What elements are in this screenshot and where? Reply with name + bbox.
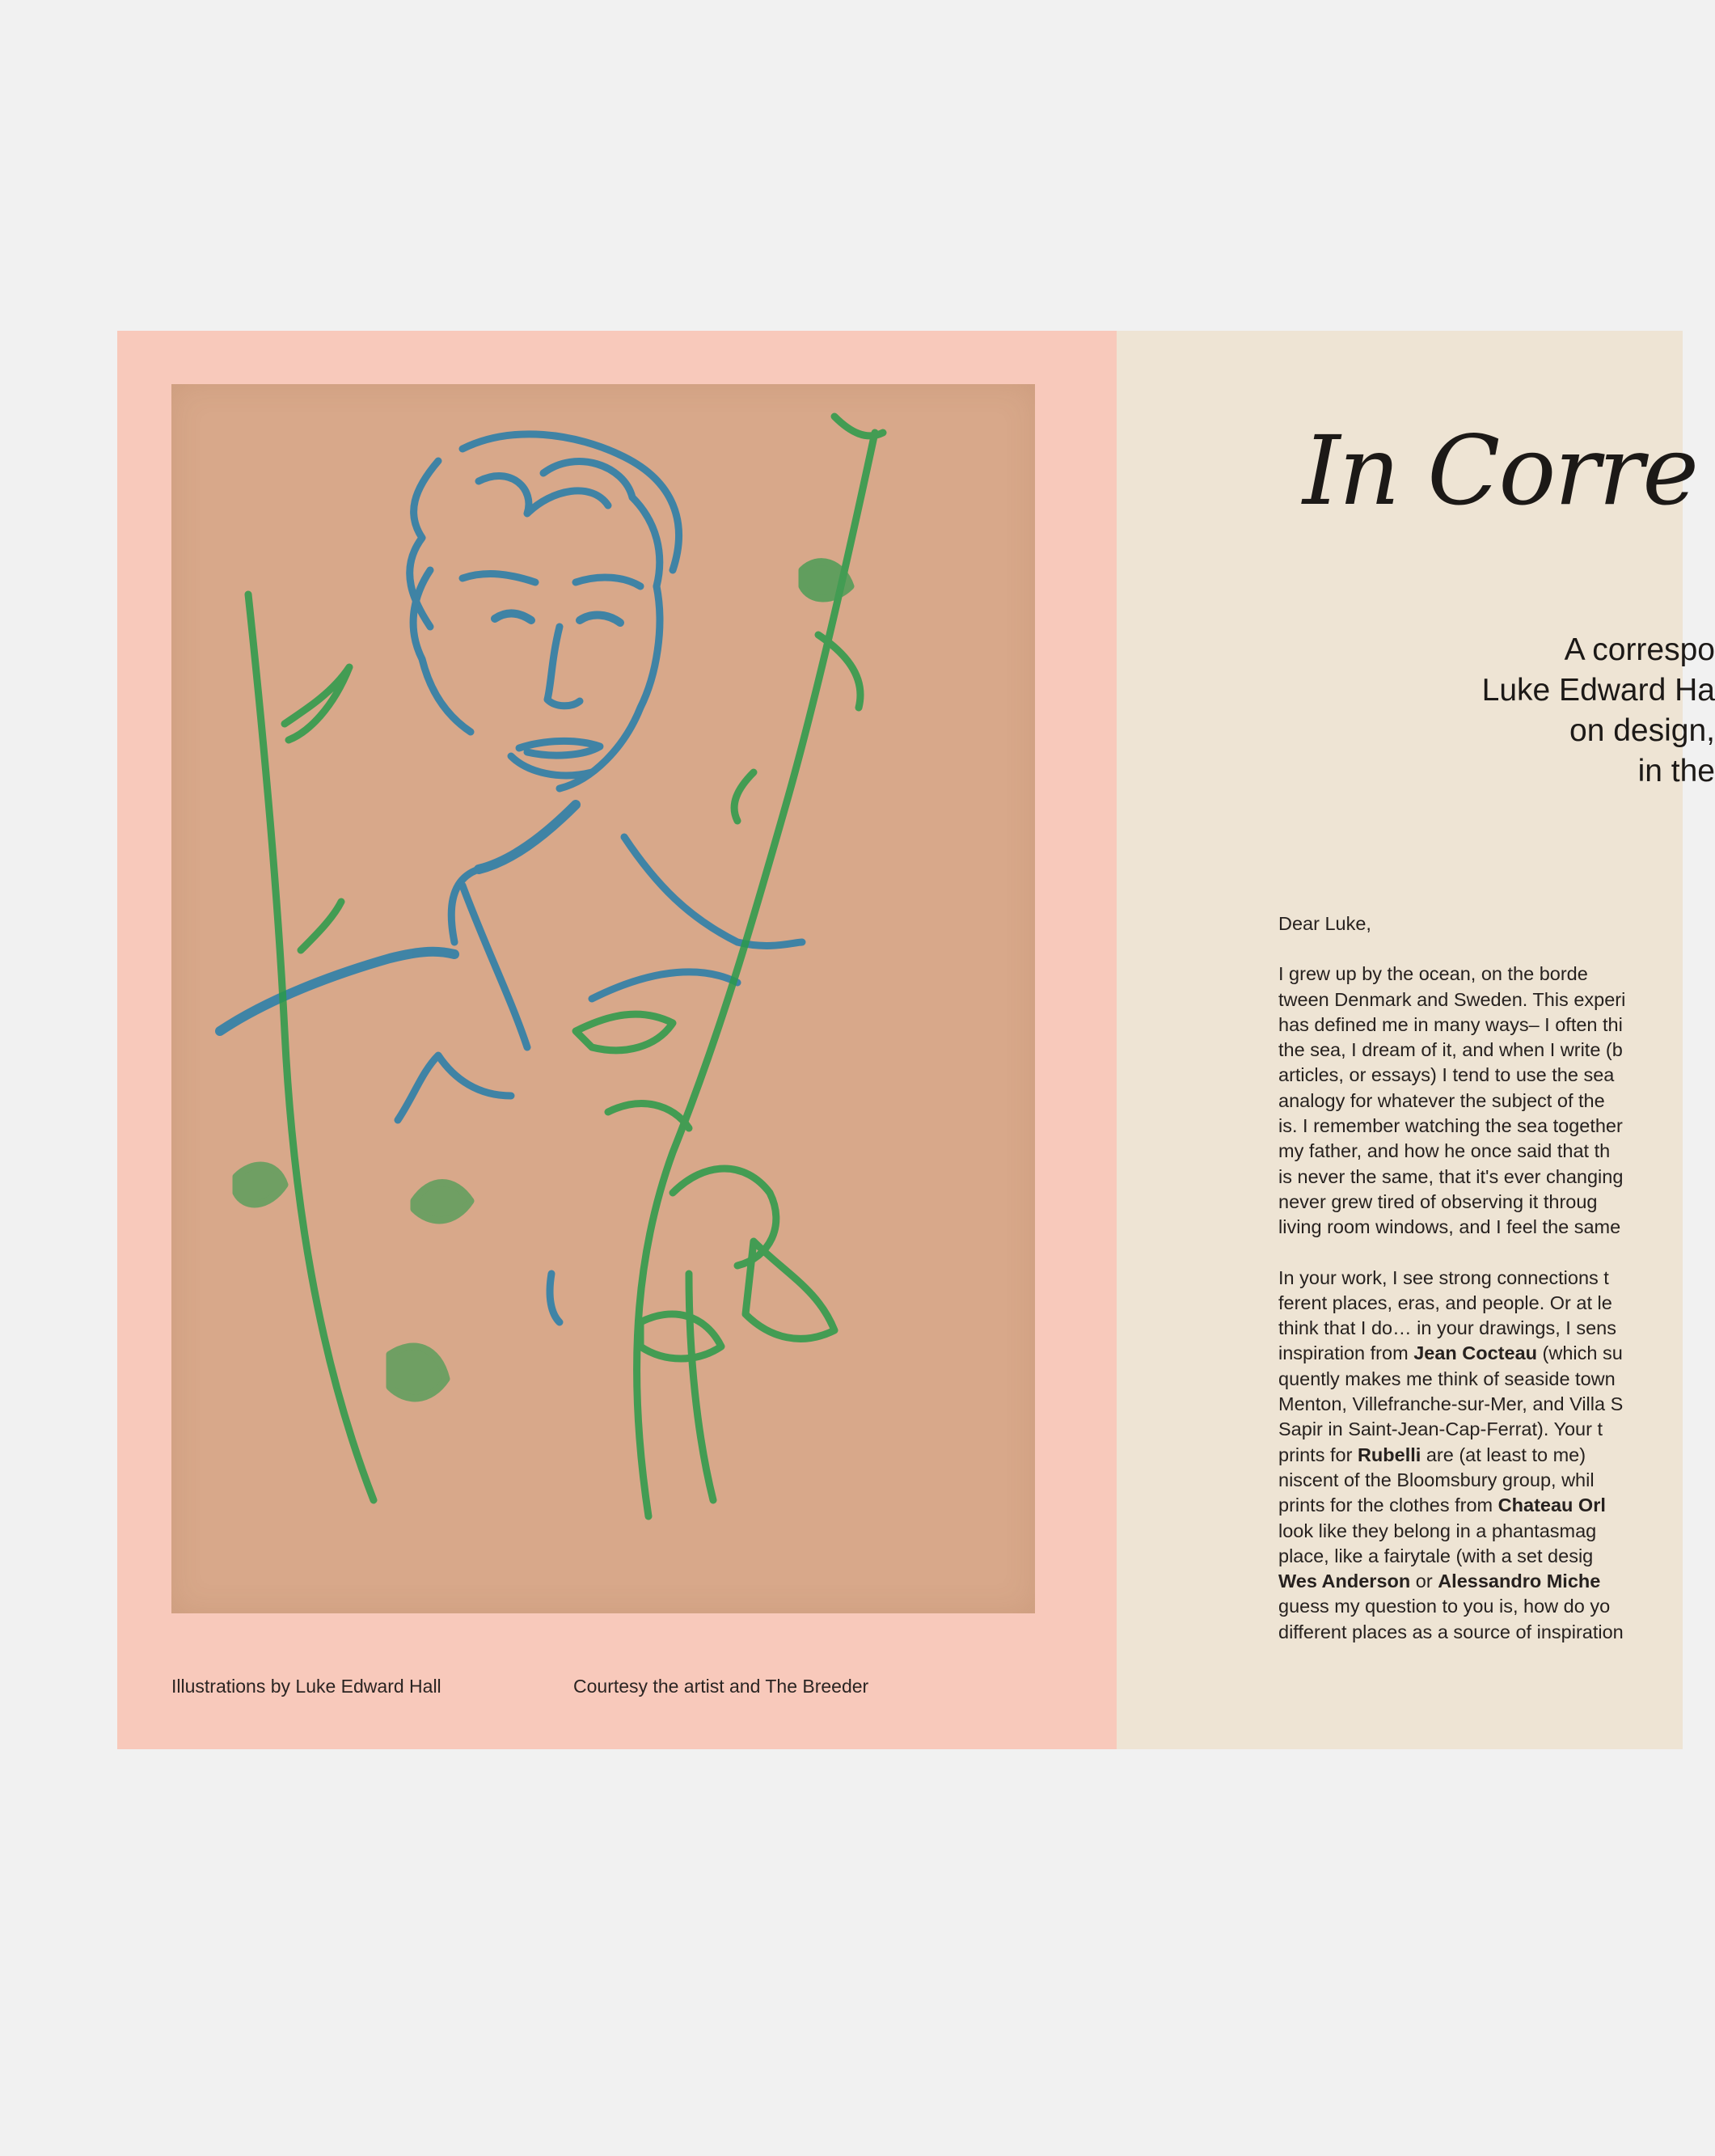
text-run: (which su: [1537, 1342, 1623, 1364]
text-line: is never the same, that it's ever changing: [1278, 1165, 1624, 1187]
letter-body: [1278, 911, 1683, 1670]
paragraph-1: [1278, 962, 1683, 1240]
text-line: look like they belong in a phantasmag: [1278, 1520, 1597, 1541]
paragraph-2: [1278, 1266, 1683, 1645]
salutation: Dear Luke,: [1278, 913, 1371, 934]
article-title: In Corre: [1303, 415, 1698, 526]
text-line: articles, or essays) I tend to use the sea: [1278, 1064, 1615, 1086]
text-line: analogy for whatever the subject of the: [1278, 1089, 1605, 1111]
text-line: Menton, Villefranche-sur-Mer, and Villa S: [1278, 1393, 1624, 1415]
text-run: are (at least to me): [1421, 1444, 1586, 1465]
text-run: inspiration from: [1278, 1342, 1414, 1364]
text-line: Sapir in Saint-Jean-Cap-Ferrat). Your t: [1278, 1418, 1603, 1440]
text-line: living room windows, and I feel the same: [1278, 1216, 1621, 1238]
text-line: my father, and how he once said that th: [1278, 1140, 1611, 1162]
text-line: [1278, 1341, 1683, 1366]
artwork-portrait-drawing: [171, 384, 1035, 1613]
text-line: is. I remember watching the sea together: [1278, 1115, 1623, 1137]
article-subtitle: [1149, 630, 1715, 792]
subtitle-line: Luke Edward Ha: [1481, 673, 1715, 708]
magazine-spread: [117, 331, 1715, 1749]
name-alessandro-michele: Alessandro Miche: [1438, 1570, 1601, 1592]
text-line: has defined me in many ways– I often thi: [1278, 1013, 1623, 1035]
illustration-credit: Illustrations by Luke Edward Hall: [171, 1676, 441, 1697]
text-run: prints for the clothes from: [1278, 1494, 1498, 1516]
text-line: the sea, I dream of it, and when I write (b: [1278, 1039, 1623, 1061]
text-line: [1278, 1569, 1683, 1594]
portrait-with-flowers-drawing-icon: [171, 384, 1035, 1613]
text-line: quently makes me think of seaside town: [1278, 1368, 1616, 1389]
text-line: never grew tired of observing it throug: [1278, 1190, 1598, 1212]
text-line: different places as a source of inspiration: [1278, 1621, 1624, 1642]
name-rubelli: Rubelli: [1357, 1444, 1421, 1465]
text-run: or: [1410, 1570, 1438, 1592]
text-line: guess my question to you is, how do yo: [1278, 1596, 1611, 1617]
text-line: I grew up by the ocean, on the borde: [1278, 963, 1588, 985]
subtitle-line: A correspo: [1564, 632, 1715, 667]
name-chateau-orlando: Chateau Orl: [1497, 1494, 1606, 1516]
text-line: [1278, 1443, 1683, 1468]
courtesy-credit: Courtesy the artist and The Breeder: [573, 1676, 869, 1697]
subtitle-line: on design,: [1569, 713, 1715, 748]
text-line: tween Denmark and Sweden. This experi: [1278, 988, 1626, 1010]
right-page: [1117, 331, 1715, 1749]
name-wes-anderson: Wes Anderson: [1278, 1570, 1411, 1592]
text-line: [1278, 1493, 1683, 1518]
text-line: think that I do… in your drawings, I sens: [1278, 1317, 1616, 1339]
text-line: In your work, I see strong connections t: [1278, 1266, 1609, 1288]
text-run: prints for: [1278, 1444, 1358, 1465]
text-line: ferent places, eras, and people. Or at le: [1278, 1291, 1612, 1313]
subtitle-line: in the: [1637, 754, 1715, 788]
left-page: [117, 331, 1117, 1749]
text-line: place, like a fairytale (with a set desig: [1278, 1545, 1594, 1566]
text-line: niscent of the Bloomsbury group, whil: [1278, 1469, 1595, 1490]
name-jean-cocteau: Jean Cocteau: [1413, 1342, 1537, 1364]
